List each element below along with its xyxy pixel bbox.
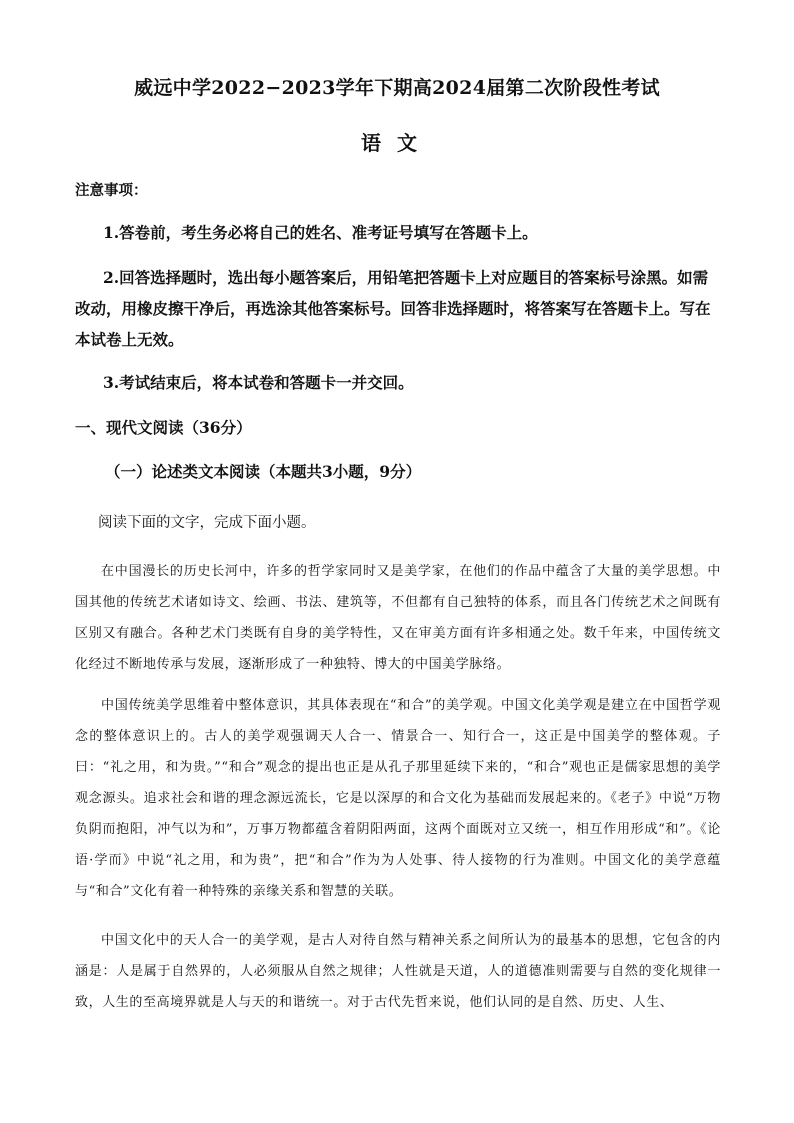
section-title: 一、现代文阅读（36分）	[75, 418, 252, 437]
subject-title: 语文	[361, 131, 433, 155]
passage-paragraph-2: 中国传统美学思维着中整体意识，其具体表现在“和合”的美学观。中国文化美学观是建立在中国哲学观念的整体意识上的。古人的美学观强调天人合一、情景合一、知行合一，这正是中国美学的整体观。子曰：“礼之用，和为贵。”“和合”观念的提出也正是从孔子那里延续下来的，“和合”观也正是儒家思想的美学观念源头。追求社会和谐的理念源远流长，它是以深厚的和合文化为基础而发展起来的。《老子》中说“万物负阴而抱阳，冲气以为和”，万事万物都蕴含着阴阳两面，这两个面既对立又统一，相互作用形成“和”。《论语·学而》中说“礼之用，和为贵”，把“和合”作为为人处事、待人接物的行为准则。中国文化的美学意蕴与“和合”文化有着一种特殊的亲缘关系和智慧的关联。	[75, 698, 721, 899]
subsection-title: （一）论述类文本阅读（本题共3小题，9分）	[105, 462, 422, 481]
reading-instruction: 阅读下面的文字，完成下面小题。	[98, 515, 316, 531]
exam-title: 威远中学2022−2023学年下期高2024届第二次阶段性考试	[134, 77, 660, 99]
passage-paragraph-1: 在中国漫长的历史长河中，许多的哲学家同时又是美学家，在他们的作品中蕴含了大量的美学思想。中国其他的传统艺术诸如诗文、绘画、书法、建筑等，不但都有自己独特的体系，而且各门传统艺术之间既有区别又有融合。各种艺术门类既有自身的美学特性，又在审美方面有许多相通之处。数千年来，中国传统文化经过不断地传承与发展，逐渐形成了一种独特、博大的中国美学脉络。	[75, 564, 721, 672]
notice-item-2: 2.回答选择题时，选出每小题答案后，用铅笔把答题卡上对应题目的答案标号涂黑。如需改动，用橡皮擦干净后，再选涂其他答案标号。回答非选择题时，将答案写在答题卡上。写在本试卷上无效。	[75, 268, 711, 349]
notice-item-1: 1.答卷前，考生务必将自己的姓名、准考证号填写在答题卡上。	[103, 223, 538, 242]
notice-item-3: 3.考试结束后，将本试卷和答题卡一并交回。	[103, 373, 414, 392]
notice-heading: 注意事项：	[75, 182, 148, 199]
passage-paragraph-3: 中国文化中的天人合一的美学观，是古人对待自然与精神关系之间所认为的最基本的思想，它包含的内涵是：人是属于自然界的，人必须服从自然之规律；人性就是天道，人的道德准则需要与自然的变化规律一致，人生的至高境界就是人与天的和谐统一。对于古代先哲来说，他们认同的是自然、历史、人生、	[75, 933, 721, 1010]
